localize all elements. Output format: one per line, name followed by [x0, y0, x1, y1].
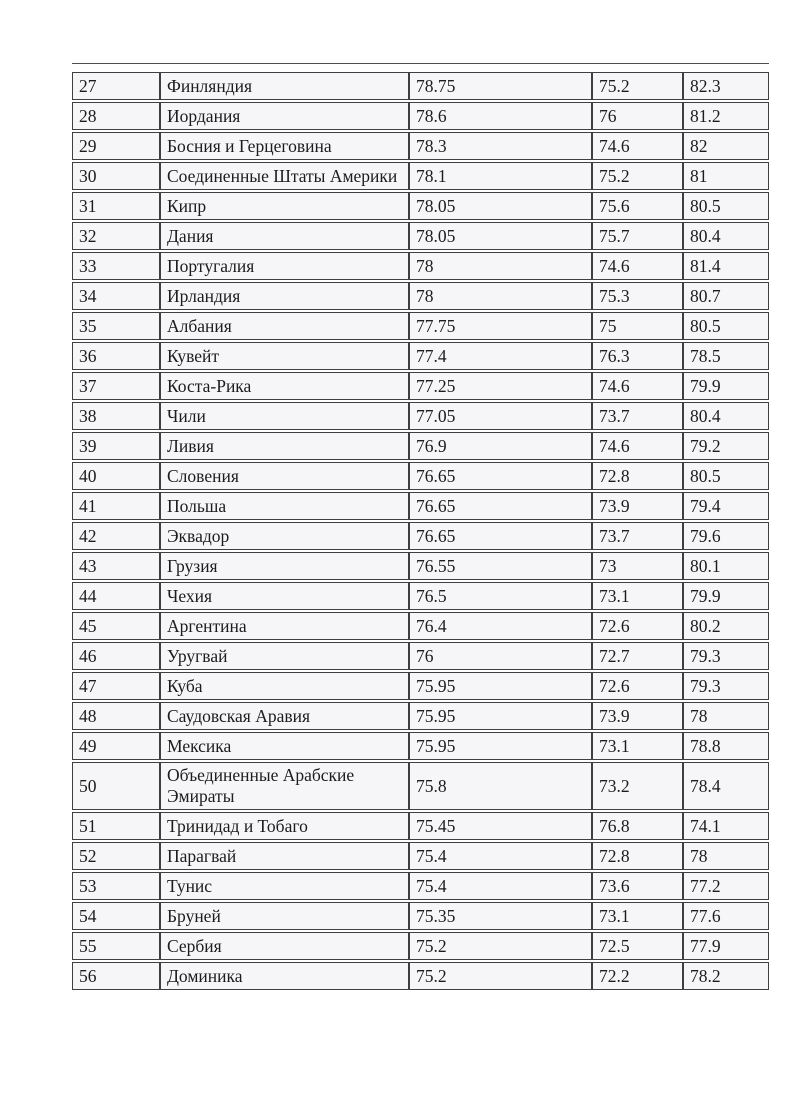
table-row [72, 582, 769, 610]
cell-value1: 78.3 [409, 132, 592, 160]
cutoff-row-bottom-border [72, 63, 769, 64]
cell-country: Дания [160, 222, 409, 250]
cell-value3: 77.6 [683, 902, 769, 930]
cell-rank: 56 [72, 962, 160, 990]
cell-value3: 80.4 [683, 402, 769, 430]
cell-rank: 44 [72, 582, 160, 610]
cell-value3: 79.6 [683, 522, 769, 550]
table-row [72, 162, 769, 190]
cell-rank: 48 [72, 702, 160, 730]
table-row [72, 642, 769, 670]
cell-value2: 72.2 [592, 962, 683, 990]
table-row [72, 702, 769, 730]
table-row [72, 812, 769, 840]
cell-value3: 80.5 [683, 312, 769, 340]
cell-value1: 75.2 [409, 962, 592, 990]
table-row [72, 492, 769, 520]
table-row [72, 962, 769, 990]
cell-country: Чили [160, 402, 409, 430]
cell-value2: 73.7 [592, 522, 683, 550]
cell-country: Кипр [160, 192, 409, 220]
cell-value2: 75.3 [592, 282, 683, 310]
cell-value2: 72.8 [592, 462, 683, 490]
cell-rank: 53 [72, 872, 160, 900]
cell-value1: 78 [409, 252, 592, 280]
table-row [72, 872, 769, 900]
cell-rank: 30 [72, 162, 160, 190]
cell-country: Тунис [160, 872, 409, 900]
cell-value3: 78.8 [683, 732, 769, 760]
cell-value1: 77.05 [409, 402, 592, 430]
cell-value1: 75.2 [409, 932, 592, 960]
cell-value2: 74.6 [592, 432, 683, 460]
cell-country: Ирландия [160, 282, 409, 310]
cell-value1: 75.95 [409, 702, 592, 730]
cell-value3: 79.3 [683, 642, 769, 670]
cell-value3: 81.4 [683, 252, 769, 280]
cell-country: Польша [160, 492, 409, 520]
table-row [72, 672, 769, 700]
cell-country: Словения [160, 462, 409, 490]
cell-country: Куба [160, 672, 409, 700]
cell-rank: 31 [72, 192, 160, 220]
cell-value1: 77.25 [409, 372, 592, 400]
cell-country: Объединенные Арабские Эмираты [160, 762, 409, 810]
table-row [72, 252, 769, 280]
cell-value2: 75.6 [592, 192, 683, 220]
cell-value1: 75.95 [409, 672, 592, 700]
table-row [72, 842, 769, 870]
cell-value2: 72.7 [592, 642, 683, 670]
cell-value1: 78 [409, 282, 592, 310]
table-row [72, 932, 769, 960]
cell-value2: 74.6 [592, 132, 683, 160]
cell-value3: 80.5 [683, 462, 769, 490]
table-row [72, 342, 769, 370]
cell-value1: 75.8 [409, 762, 592, 810]
cell-country: Саудовская Аравия [160, 702, 409, 730]
table-row [72, 522, 769, 550]
table-row [72, 462, 769, 490]
cell-value1: 76.65 [409, 462, 592, 490]
cell-rank: 52 [72, 842, 160, 870]
cell-value3: 79.4 [683, 492, 769, 520]
cell-rank: 41 [72, 492, 160, 520]
cell-rank: 49 [72, 732, 160, 760]
cell-country: Соединенные Штаты Америки [160, 162, 409, 190]
cell-country: Мексика [160, 732, 409, 760]
cell-country: Аргентина [160, 612, 409, 640]
cell-value1: 77.4 [409, 342, 592, 370]
cell-value1: 78.75 [409, 72, 592, 100]
cell-value2: 72.6 [592, 612, 683, 640]
table-row [72, 102, 769, 130]
cell-value2: 73.1 [592, 582, 683, 610]
cell-country: Чехия [160, 582, 409, 610]
table-row [72, 192, 769, 220]
cell-value2: 74.6 [592, 252, 683, 280]
table-row [72, 762, 769, 810]
table-row [72, 312, 769, 340]
cell-value1: 76.65 [409, 492, 592, 520]
table-body [72, 72, 769, 990]
cell-value2: 74.6 [592, 372, 683, 400]
cell-value1: 75.95 [409, 732, 592, 760]
cell-country: Грузия [160, 552, 409, 580]
cell-rank: 51 [72, 812, 160, 840]
cell-rank: 35 [72, 312, 160, 340]
cell-value2: 73.7 [592, 402, 683, 430]
cell-value3: 78.5 [683, 342, 769, 370]
cell-value2: 73.1 [592, 902, 683, 930]
cell-value3: 74.1 [683, 812, 769, 840]
cell-rank: 55 [72, 932, 160, 960]
cell-rank: 32 [72, 222, 160, 250]
cell-value3: 78 [683, 702, 769, 730]
cell-country: Ливия [160, 432, 409, 460]
cell-country: Босния и Герцеговина [160, 132, 409, 160]
cell-rank: 34 [72, 282, 160, 310]
cell-value3: 78 [683, 842, 769, 870]
cell-value2: 75.7 [592, 222, 683, 250]
cell-rank: 46 [72, 642, 160, 670]
cell-value2: 72.8 [592, 842, 683, 870]
cell-rank: 28 [72, 102, 160, 130]
cell-value1: 76.5 [409, 582, 592, 610]
cell-rank: 37 [72, 372, 160, 400]
table-row [72, 402, 769, 430]
cell-rank: 39 [72, 432, 160, 460]
cell-value2: 73.6 [592, 872, 683, 900]
cell-value2: 76 [592, 102, 683, 130]
cell-country: Эквадор [160, 522, 409, 550]
table-row [72, 132, 769, 160]
cell-rank: 38 [72, 402, 160, 430]
cell-country: Парагвай [160, 842, 409, 870]
table-row [72, 552, 769, 580]
cell-value2: 72.5 [592, 932, 683, 960]
cell-value3: 80.5 [683, 192, 769, 220]
cell-value1: 76.4 [409, 612, 592, 640]
cell-country: Коста-Рика [160, 372, 409, 400]
cell-value3: 79.3 [683, 672, 769, 700]
cell-value1: 75.4 [409, 842, 592, 870]
cell-value3: 77.9 [683, 932, 769, 960]
cell-value3: 79.9 [683, 372, 769, 400]
cell-value3: 79.2 [683, 432, 769, 460]
cell-value1: 77.75 [409, 312, 592, 340]
cell-rank: 36 [72, 342, 160, 370]
cell-country: Иордания [160, 102, 409, 130]
cell-value2: 75 [592, 312, 683, 340]
cell-value1: 75.35 [409, 902, 592, 930]
cell-country: Уругвай [160, 642, 409, 670]
cell-rank: 29 [72, 132, 160, 160]
cell-value1: 78.1 [409, 162, 592, 190]
cell-value3: 78.4 [683, 762, 769, 810]
country-ranking-table [72, 70, 769, 992]
table-row [72, 432, 769, 460]
cell-rank: 27 [72, 72, 160, 100]
cell-value1: 78.05 [409, 192, 592, 220]
cell-value1: 78.6 [409, 102, 592, 130]
cell-country: Бруней [160, 902, 409, 930]
table-row [72, 222, 769, 250]
cell-value3: 81 [683, 162, 769, 190]
cell-country: Сербия [160, 932, 409, 960]
table-row [72, 72, 769, 100]
cell-value3: 81.2 [683, 102, 769, 130]
cell-value2: 73.1 [592, 732, 683, 760]
cell-value1: 76.55 [409, 552, 592, 580]
table-row [72, 612, 769, 640]
cell-country: Финляндия [160, 72, 409, 100]
cell-value3: 80.7 [683, 282, 769, 310]
cell-value2: 76.8 [592, 812, 683, 840]
cell-rank: 50 [72, 762, 160, 810]
cell-value1: 75.45 [409, 812, 592, 840]
cell-value1: 76.65 [409, 522, 592, 550]
cell-value2: 76.3 [592, 342, 683, 370]
cell-country: Албания [160, 312, 409, 340]
cell-country: Португалия [160, 252, 409, 280]
table-row [72, 372, 769, 400]
cell-value3: 82.3 [683, 72, 769, 100]
table-row [72, 282, 769, 310]
cell-value1: 78.05 [409, 222, 592, 250]
cell-value3: 80.1 [683, 552, 769, 580]
cell-value1: 76 [409, 642, 592, 670]
cell-value2: 75.2 [592, 72, 683, 100]
cell-rank: 47 [72, 672, 160, 700]
cell-value3: 82 [683, 132, 769, 160]
cell-rank: 40 [72, 462, 160, 490]
cell-value3: 77.2 [683, 872, 769, 900]
cell-country: Доминика [160, 962, 409, 990]
cell-value2: 73.9 [592, 492, 683, 520]
cell-country: Кувейт [160, 342, 409, 370]
cell-value2: 73 [592, 552, 683, 580]
cell-rank: 42 [72, 522, 160, 550]
cell-value2: 73.9 [592, 702, 683, 730]
cell-value1: 76.9 [409, 432, 592, 460]
cell-rank: 43 [72, 552, 160, 580]
cell-value2: 75.2 [592, 162, 683, 190]
cell-value3: 80.4 [683, 222, 769, 250]
cell-value2: 73.2 [592, 762, 683, 810]
cell-value1: 75.4 [409, 872, 592, 900]
cell-rank: 33 [72, 252, 160, 280]
cell-rank: 54 [72, 902, 160, 930]
cell-value3: 79.9 [683, 582, 769, 610]
cell-country: Тринидад и Тобаго [160, 812, 409, 840]
cell-rank: 45 [72, 612, 160, 640]
cell-value3: 80.2 [683, 612, 769, 640]
table-row [72, 902, 769, 930]
table-row [72, 732, 769, 760]
cell-value3: 78.2 [683, 962, 769, 990]
cell-value2: 72.6 [592, 672, 683, 700]
